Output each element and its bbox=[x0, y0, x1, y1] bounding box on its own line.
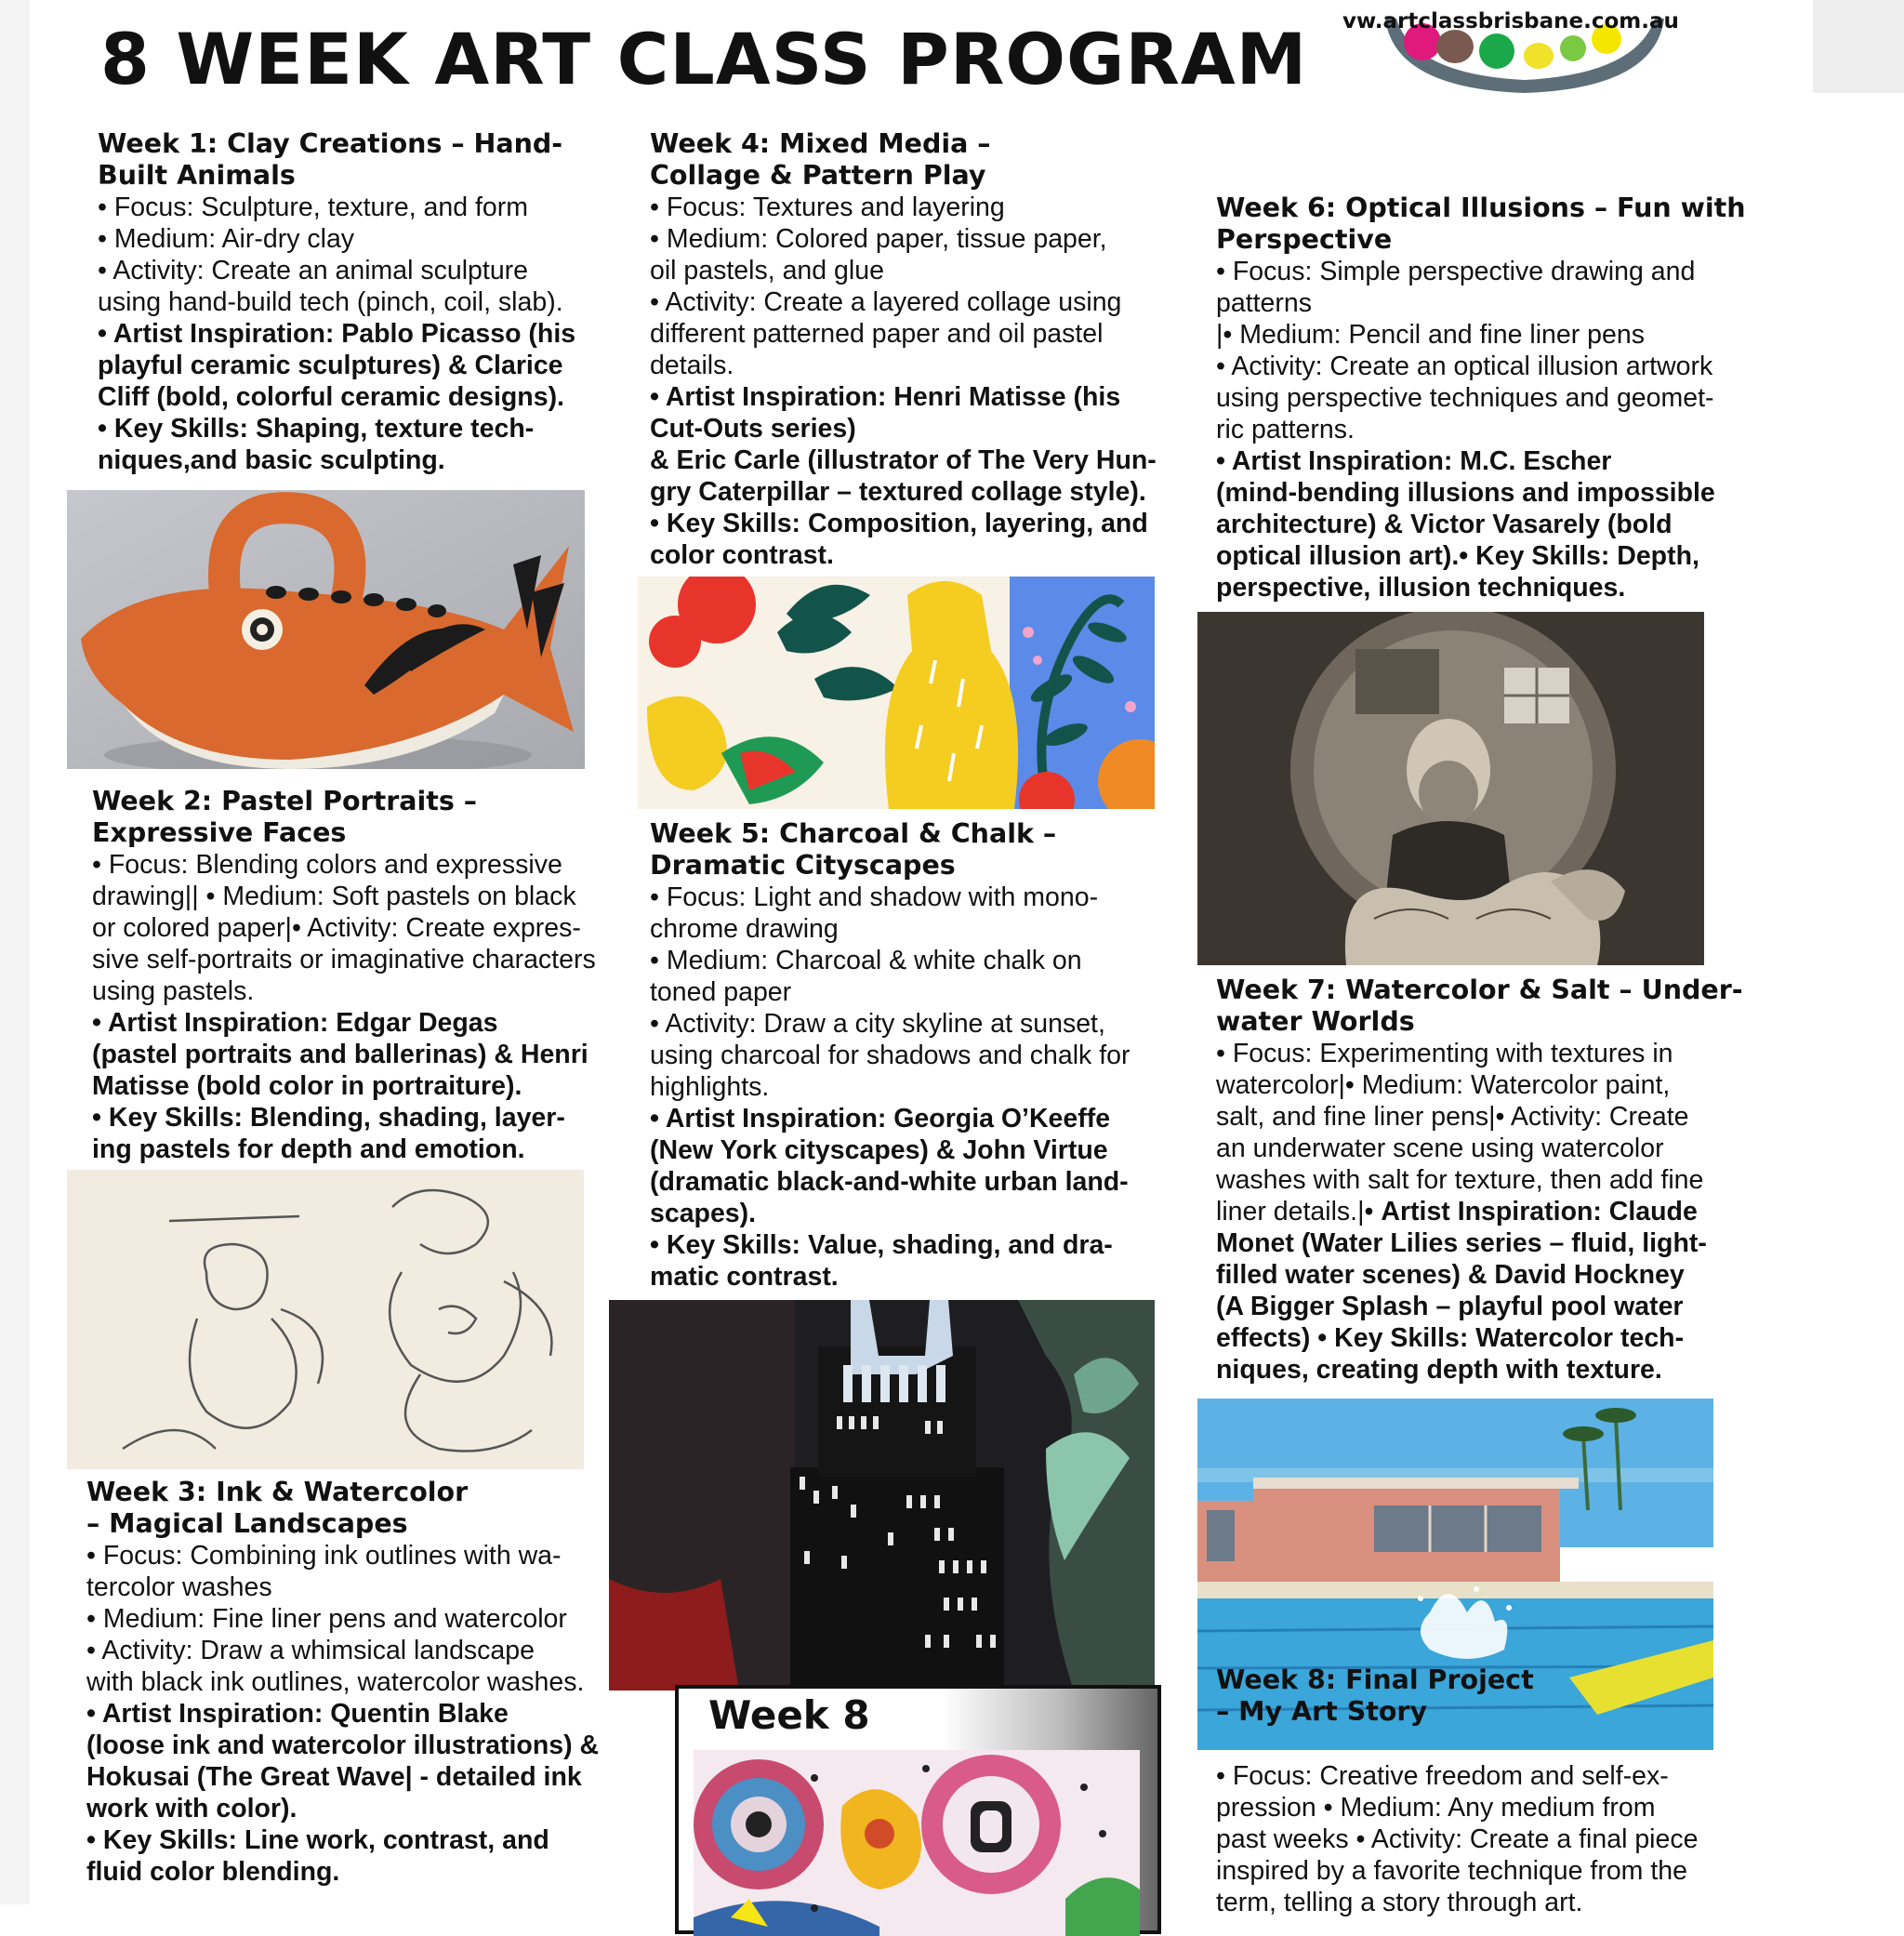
week-8-focus: • Focus: Creative freedom and self-ex- bbox=[1216, 1761, 1669, 1791]
week-7-medium-activity: salt, and fine liner pens|• Activity: Create bbox=[1216, 1102, 1689, 1132]
week-1-focus: • Focus: Sculpture, texture, and form bbox=[98, 192, 529, 222]
page-corner-strip bbox=[1813, 0, 1904, 93]
week-5-title: Week 5: Charcoal & Chalk – Dramatic Cityscapes bbox=[650, 818, 1057, 881]
week-4-activity: • Activity: Create a layered collage using bbox=[650, 287, 1122, 317]
week-5-activity: • Activity: Draw a city skyline at sunset, bbox=[650, 1009, 1105, 1039]
week-8-activity-cont: inspired by a favorite technique from the bbox=[1216, 1856, 1687, 1886]
logo-url-text[interactable]: vw.artclassbrisbane.com.au bbox=[1342, 9, 1679, 33]
week-6-title: Week 6: Optical Illusions – Fun with Perspective bbox=[1216, 192, 1746, 255]
week-2-focus: • Focus: Blending colors and expressive bbox=[92, 850, 562, 880]
week-5-activity-cont-2: highlights. bbox=[650, 1072, 770, 1102]
week-5-activity-cont: using charcoal for shadows and chalk for bbox=[650, 1041, 1130, 1070]
page-margin-strip bbox=[0, 0, 30, 1904]
week-7-activity-cont: an underwater scene using watercolor bbox=[1216, 1134, 1664, 1163]
week-5-focus-cont: chrome drawing bbox=[650, 914, 839, 944]
week-4-medium-cont: oil pastels, and glue bbox=[650, 256, 884, 285]
week-3-title: Week 3: Ink & Watercolor – Magical Landscapes bbox=[86, 1477, 469, 1539]
week-3-inspiration-cont-2: Hokusai (The Great Wave| - detailed ink bbox=[86, 1762, 582, 1792]
week-6-focus: • Focus: Simple perspective drawing and bbox=[1216, 257, 1696, 286]
week-5-inspiration-cont-3: scapes). bbox=[650, 1199, 757, 1228]
week-7-skills-cont: niques, creating depth with texture. bbox=[1216, 1355, 1662, 1385]
week-1-title: Week 1: Clay Creations – Hand- Built Animals bbox=[98, 128, 563, 191]
degas-sketch-image bbox=[67, 1170, 584, 1469]
week-4-inspiration-cont-2: & Eric Carle (illustrator of The Very Hun- bbox=[650, 445, 1157, 475]
week-6-inspiration-cont-2: architecture) & Victor Vasarely (bold bbox=[1216, 510, 1673, 539]
week-2-inspiration-cont: (pastel portraits and ballerinas) & Henri bbox=[92, 1040, 588, 1069]
escher-reflecting-sphere-image bbox=[1197, 612, 1704, 965]
picasso-ceramic-fish-image bbox=[67, 490, 585, 769]
week-4-medium: • Medium: Colored paper, tissue paper, bbox=[650, 224, 1107, 254]
week-3-activity: • Activity: Draw a whimsical landscape bbox=[86, 1636, 535, 1665]
week-7-inspiration-cont-2: filled water scenes) & David Hockney bbox=[1216, 1260, 1685, 1290]
week-1-inspiration-cont: playful ceramic sculptures) & Clarice bbox=[98, 351, 563, 380]
week-8-activity-cont-2: term, telling a story through art. bbox=[1216, 1888, 1583, 1917]
week-6-activity-cont: using perspective techniques and geomet- bbox=[1216, 383, 1714, 413]
week-4-activity-cont-2: details. bbox=[650, 351, 734, 380]
week-3-focus-cont: tercolor washes bbox=[86, 1572, 272, 1602]
week-7-section bbox=[1216, 975, 1774, 1386]
week-7-activity-inspiration: liner details.|• Artist Inspiration: Claude bbox=[1216, 1197, 1698, 1227]
week-8-title: Week 8: Final Project – My Art Story bbox=[1216, 1664, 1534, 1727]
week-1-skills: • Key Skills: Shaping, texture tech- bbox=[98, 414, 535, 444]
week-4-inspiration-cont: Cut-Outs series) bbox=[650, 414, 856, 444]
week-6-inspiration-cont: (mind-bending illusions and impossible bbox=[1216, 478, 1715, 508]
week-2-inspiration-cont-2: Matisse (bold color in portraiture). bbox=[92, 1071, 522, 1101]
week-6-activity-cont-2: ric patterns. bbox=[1216, 415, 1355, 444]
week-3-skills: • Key Skills: Line work, contrast, and bbox=[86, 1825, 549, 1855]
week-2-section bbox=[92, 786, 613, 1165]
week-1-skills-cont: niques,and basic sculpting. bbox=[98, 445, 445, 475]
week-6-activity: • Activity: Create an optical illusion artwork bbox=[1216, 351, 1713, 381]
week-3-focus: • Focus: Combining ink outlines with wa- bbox=[86, 1541, 562, 1571]
week-6-section bbox=[1216, 192, 1774, 603]
week-3-section bbox=[86, 1477, 616, 1888]
week-7-activity-cont-2: washes with salt for texture, then add fine bbox=[1216, 1165, 1704, 1195]
week-1-inspiration: • Artist Inspiration: Pablo Picasso (his bbox=[98, 319, 576, 349]
week-3-medium: • Medium: Fine liner pens and watercolor bbox=[86, 1604, 567, 1634]
week-2-medium: drawing|| • Medium: Soft pastels on black bbox=[92, 882, 576, 911]
week-5-section bbox=[650, 818, 1189, 1293]
week-4-title: Week 4: Mixed Media – Collage & Pattern Play bbox=[650, 128, 991, 191]
week-7-focus: • Focus: Experimenting with textures in bbox=[1216, 1039, 1673, 1068]
week-6-inspiration: • Artist Inspiration: M.C. Escher bbox=[1216, 446, 1612, 476]
week-4-skills: • Key Skills: Composition, layering, and bbox=[650, 509, 1148, 538]
matisse-collage-image bbox=[638, 577, 1155, 809]
week-8-feature-box bbox=[675, 1685, 1161, 1934]
week-2-skills: • Key Skills: Blending, shading, layer- bbox=[92, 1103, 565, 1133]
week-4-inspiration: • Artist Inspiration: Henri Matisse (his bbox=[650, 382, 1121, 412]
week-6-medium: |• Medium: Pencil and fine liner pens bbox=[1216, 320, 1645, 350]
week-3-inspiration-cont: (loose ink and watercolor illustrations) & bbox=[86, 1730, 600, 1760]
week-5-inspiration: • Artist Inspiration: Georgia O’Keeffe bbox=[650, 1104, 1111, 1134]
week-4-focus: • Focus: Textures and layering bbox=[650, 192, 1005, 222]
week-5-medium-cont: toned paper bbox=[650, 977, 792, 1007]
week-6-focus-cont: patterns bbox=[1216, 288, 1312, 318]
week-7-inspiration-cont-3: (A Bigger Splash – playful pool water bbox=[1216, 1292, 1684, 1321]
week-4-skills-cont: color contrast. bbox=[650, 540, 834, 570]
week-5-skills-cont: matic contrast. bbox=[650, 1262, 839, 1292]
week-2-activity: or colored paper|• Activity: Create expres- bbox=[92, 913, 581, 943]
week-8-focus-medium: pression • Medium: Any medium from bbox=[1216, 1793, 1656, 1823]
week-1-inspiration-cont-2: Cliff (bold, colorful ceramic designs). bbox=[98, 382, 564, 412]
okeeffe-cityscape-image bbox=[609, 1300, 1155, 1691]
week-8-section bbox=[1216, 1760, 1774, 1918]
week-1-section bbox=[98, 128, 618, 476]
week-7-inspiration-cont: Monet (Water Lilies series – fluid, light- bbox=[1216, 1228, 1707, 1258]
week-5-inspiration-cont-2: (dramatic black-and-white urban land- bbox=[650, 1167, 1129, 1197]
week-5-inspiration-cont: (New York cityscapes) & John Virtue bbox=[650, 1135, 1108, 1165]
week-6-skills-cont: perspective, illusion techniques. bbox=[1216, 573, 1626, 603]
week-8-medium-activity: past weeks • Activity: Create a final piece bbox=[1216, 1824, 1699, 1854]
week-2-inspiration: • Artist Inspiration: Edgar Degas bbox=[92, 1008, 498, 1038]
week-8-box-label: Week 8 bbox=[708, 1692, 870, 1738]
week-3-skills-cont: fluid color blending. bbox=[86, 1857, 340, 1887]
week-4-inspiration-cont-3: gry Caterpillar – textured collage style). bbox=[650, 477, 1146, 507]
page-title: 8 WEEK ART CLASS PROGRAM bbox=[100, 18, 1308, 100]
week-5-skills: • Key Skills: Value, shading, and dra- bbox=[650, 1230, 1113, 1260]
logo[interactable] bbox=[1339, 0, 1706, 98]
week-1-activity-cont: using hand-build tech (pinch, coil, slab). bbox=[98, 287, 563, 317]
week-7-title: Week 7: Watercolor & Salt – Under- water Worlds bbox=[1216, 975, 1743, 1037]
week-1-activity: • Activity: Create an animal sculpture bbox=[98, 256, 529, 285]
week-5-focus: • Focus: Light and shadow with mono- bbox=[650, 882, 1099, 912]
week-6-inspiration-skills: optical illusion art).• Key Skills: Depth, bbox=[1216, 541, 1699, 571]
week-1-medium: • Medium: Air-dry clay bbox=[98, 224, 355, 254]
week-2-skills-cont: ing pastels for depth and emotion. bbox=[92, 1134, 525, 1164]
week-3-inspiration: • Artist Inspiration: Quentin Blake bbox=[86, 1699, 509, 1729]
week-5-medium: • Medium: Charcoal & white chalk on bbox=[650, 946, 1082, 975]
week-4-section bbox=[650, 128, 1189, 571]
final-project-artwork-image bbox=[694, 1750, 1140, 1936]
week-7-focus-medium: watercolor|• Medium: Watercolor paint, bbox=[1216, 1070, 1671, 1100]
week-2-activity-cont: sive self-portraits or imaginative characters bbox=[92, 945, 596, 975]
week-4-activity-cont: different patterned paper and oil pastel bbox=[650, 319, 1104, 349]
week-3-activity-cont: with black ink outlines, watercolor washes. bbox=[86, 1667, 585, 1697]
week-3-inspiration-cont-3: work with color). bbox=[86, 1794, 298, 1823]
week-7-skills: effects) • Key Skills: Watercolor tech- bbox=[1216, 1323, 1685, 1353]
week-2-title: Week 2: Pastel Portraits – Expressive Faces bbox=[92, 786, 478, 848]
week-2-activity-cont-2: using pastels. bbox=[92, 976, 255, 1006]
